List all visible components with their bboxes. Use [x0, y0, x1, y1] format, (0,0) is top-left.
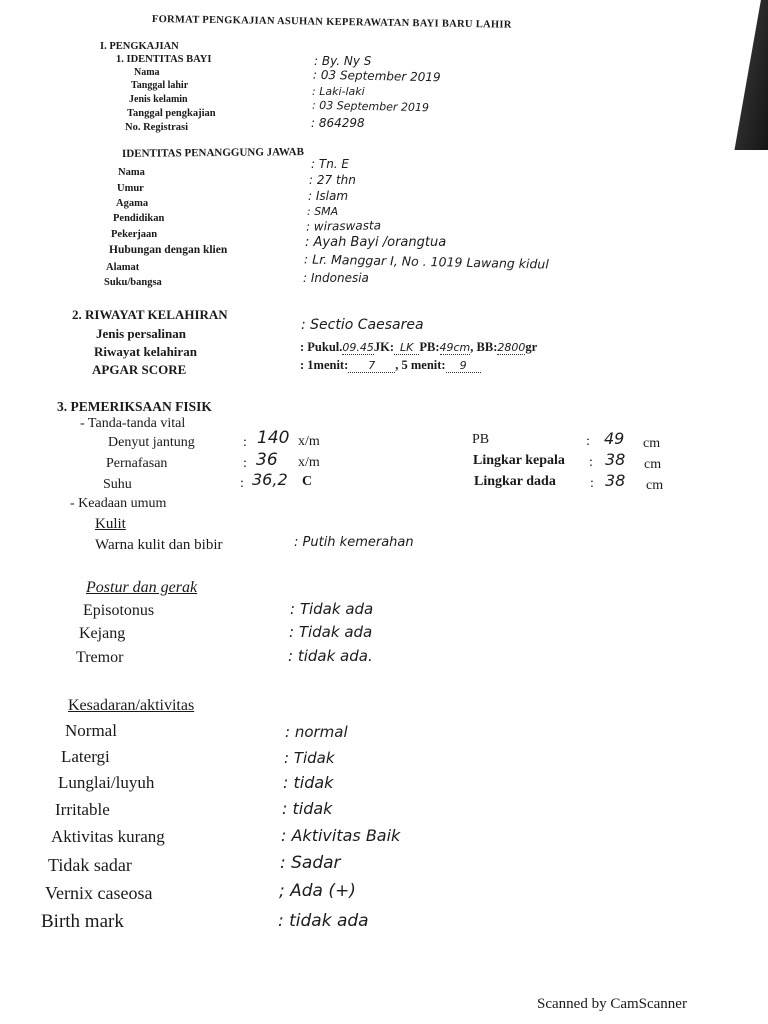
- birth-mark-value: : tidak ada: [278, 911, 369, 931]
- aktivitas-kurang-value: : Aktivitas Baik: [281, 826, 401, 845]
- lingkar-dada-value: 38: [605, 471, 626, 490]
- bayi-tanggal-lahir-label: Tanggal lahir: [131, 80, 189, 91]
- tremor-label: Tremor: [76, 649, 124, 666]
- camscanner-footer: Scanned by CamScanner: [537, 996, 687, 1012]
- pb-fisik-label: PB: [472, 432, 490, 447]
- page-corner-shadow: [734, 0, 768, 150]
- episotonus-value: : Tidak ada: [290, 600, 374, 618]
- apgar-prefix: : 1menit:: [300, 358, 349, 372]
- pj-agama-label: Agama: [116, 198, 149, 209]
- lingkar-dada-colon: :: [590, 476, 594, 491]
- lingkar-dada-unit: cm: [646, 478, 664, 493]
- bayi-nama-label: Nama: [134, 67, 160, 78]
- lingkar-kepala-label: Lingkar kepala: [473, 453, 565, 468]
- pj-nama-value: : Tn. E: [311, 157, 350, 171]
- irritable-label: Irritable: [55, 800, 110, 819]
- denyut-jantung-value: 140: [257, 428, 290, 448]
- pj-alamat-label: Alamat: [106, 262, 140, 273]
- pj-pendidikan-value: : SMA: [307, 205, 339, 218]
- apgar-1min-value: 7: [348, 359, 395, 373]
- keadaan-umum-heading: - Keadaan umum: [70, 496, 167, 511]
- vernix-caseosa-value: ; Ada (+): [279, 881, 356, 901]
- lingkar-kepala-value: 38: [605, 450, 626, 469]
- pj-suku-label: Suku/bangsa: [104, 277, 162, 288]
- normal-label: Normal: [65, 721, 117, 740]
- tremor-value: : tidak ada.: [288, 647, 373, 665]
- vernix-caseosa-label: Vernix caseosa: [45, 883, 153, 903]
- lunglai-value: : tidak: [283, 773, 334, 792]
- document-title: FORMAT PENGKAJIAN ASUHAN KEPERAWATAN BAYI BARU LAHIR: [151, 14, 512, 31]
- denyut-jantung-unit: x/m: [298, 434, 320, 449]
- pb-fisik-value: 49: [604, 429, 625, 448]
- bayi-nama-value: : By. Ny S: [314, 54, 372, 68]
- pukul-value: 09.45: [342, 341, 374, 354]
- pj-nama-label: Nama: [118, 167, 145, 178]
- pj-umur-label: Umur: [117, 183, 144, 194]
- pj-suku-value: : Indonesia: [303, 271, 369, 285]
- lunglai-label: Lunglai/luyuh: [58, 773, 155, 792]
- apgar-line: [300, 358, 481, 373]
- pj-agama-value: : Islam: [308, 189, 349, 203]
- kulit-heading: Kulit: [95, 516, 126, 532]
- apgar-5min-value: 9: [446, 359, 481, 373]
- bayi-jenis-kelamin-label: Jenis kelamin: [129, 94, 188, 105]
- pj-hubungan-value: : Ayah Bayi /orangtua: [305, 235, 447, 250]
- pukul-prefix: : Pukul.: [300, 340, 343, 354]
- denyut-jantung-colon: :: [243, 435, 247, 450]
- postur-heading: Postur dan gerak: [86, 579, 198, 596]
- jenis-persalinan-label: Jenis persalinan: [96, 326, 186, 341]
- kejang-label: Kejang: [79, 625, 126, 642]
- pj-hubungan-label: Hubungan dengan klien: [109, 244, 228, 256]
- pb-fisik-unit: cm: [643, 436, 661, 451]
- warna-kulit-value: : Putih kemerahan: [294, 535, 414, 550]
- pernafasan-colon: :: [243, 456, 247, 471]
- pb-fisik-colon: :: [586, 434, 590, 449]
- penanggung-jawab-heading: IDENTITAS PENANGGUNG JAWAB: [121, 146, 304, 160]
- bayi-no-registrasi-label: No. Registrasi: [125, 122, 188, 133]
- pj-pendidikan-label: Pendidikan: [113, 213, 165, 224]
- normal-value: : normal: [285, 723, 348, 741]
- suhu-colon: :: [240, 476, 244, 491]
- irritable-value: : tidak: [282, 799, 333, 818]
- apgar-mid: , 5 menit:: [395, 358, 446, 372]
- section2-heading: 2. RIWAYAT KELAHIRAN: [72, 307, 228, 322]
- section3-heading: 3. PEMERIKSAAN FISIK: [57, 399, 212, 414]
- apgar-label: APGAR SCORE: [92, 362, 187, 377]
- bb-unit: gr: [525, 340, 538, 354]
- tidak-sadar-value: : Sadar: [280, 853, 341, 873]
- suhu-value: 36,2: [252, 470, 288, 489]
- latergi-value: : Tidak: [284, 749, 335, 767]
- bayi-jenis-kelamin-value: : Laki-laki: [312, 85, 365, 98]
- kejang-value: : Tidak ada: [289, 623, 373, 641]
- denyut-jantung-label: Denyut jantung: [108, 435, 195, 450]
- bb-label: , BB:: [470, 340, 498, 354]
- pj-umur-value: : 27 thn: [309, 173, 356, 187]
- ttv-heading: - Tanda-tanda vital: [80, 416, 186, 431]
- riwayat-kelahiran-line: [300, 340, 537, 355]
- bayi-tanggal-pengkajian-value: : 03 September 2019: [311, 98, 430, 115]
- pj-pekerjaan-value: : wiraswasta: [305, 218, 382, 234]
- lingkar-kepala-colon: :: [589, 455, 593, 470]
- identitas-bayi-heading: 1. IDENTITAS BAYI: [116, 54, 212, 65]
- pj-pekerjaan-label: Pekerjaan: [111, 229, 158, 240]
- aktivitas-kurang-label: Aktivitas kurang: [51, 827, 165, 846]
- episotonus-label: Episotonus: [83, 602, 155, 619]
- pernafasan-value: 36: [256, 450, 278, 470]
- pb-value: 49cm: [439, 341, 471, 354]
- jenis-persalinan-value: : Sectio Caesarea: [301, 317, 424, 333]
- bayi-tanggal-lahir-value: : 03 September 2019: [312, 67, 441, 85]
- birth-mark-label: Birth mark: [41, 911, 124, 932]
- pb-label: PB:: [419, 340, 440, 354]
- bb-value: 2800: [497, 341, 526, 354]
- jk-label: JK:: [373, 340, 395, 354]
- lingkar-kepala-unit: cm: [644, 457, 662, 472]
- pj-alamat-value: : Lr. Manggar I, No . 1019 Lawang kidul: [303, 251, 549, 272]
- pernafasan-unit: x/m: [298, 455, 320, 470]
- suhu-unit: C: [302, 474, 313, 489]
- warna-kulit-label: Warna kulit dan bibir: [95, 537, 223, 553]
- bayi-tanggal-pengkajian-label: Tanggal pengkajian: [127, 108, 216, 119]
- riwayat-kelahiran-label: Riwayat kelahiran: [94, 344, 197, 359]
- latergi-label: Latergi: [61, 747, 110, 766]
- tidak-sadar-label: Tidak sadar: [48, 855, 132, 875]
- pernafasan-label: Pernafasan: [106, 456, 168, 471]
- lingkar-dada-label: Lingkar dada: [474, 474, 556, 489]
- bayi-no-registrasi-value: : 864298: [311, 116, 365, 130]
- suhu-label: Suhu: [103, 477, 132, 492]
- jk-value: LK: [394, 341, 419, 355]
- section1-heading: I. PENGKAJIAN: [100, 41, 179, 52]
- kesadaran-heading: Kesadaran/aktivitas: [68, 697, 195, 714]
